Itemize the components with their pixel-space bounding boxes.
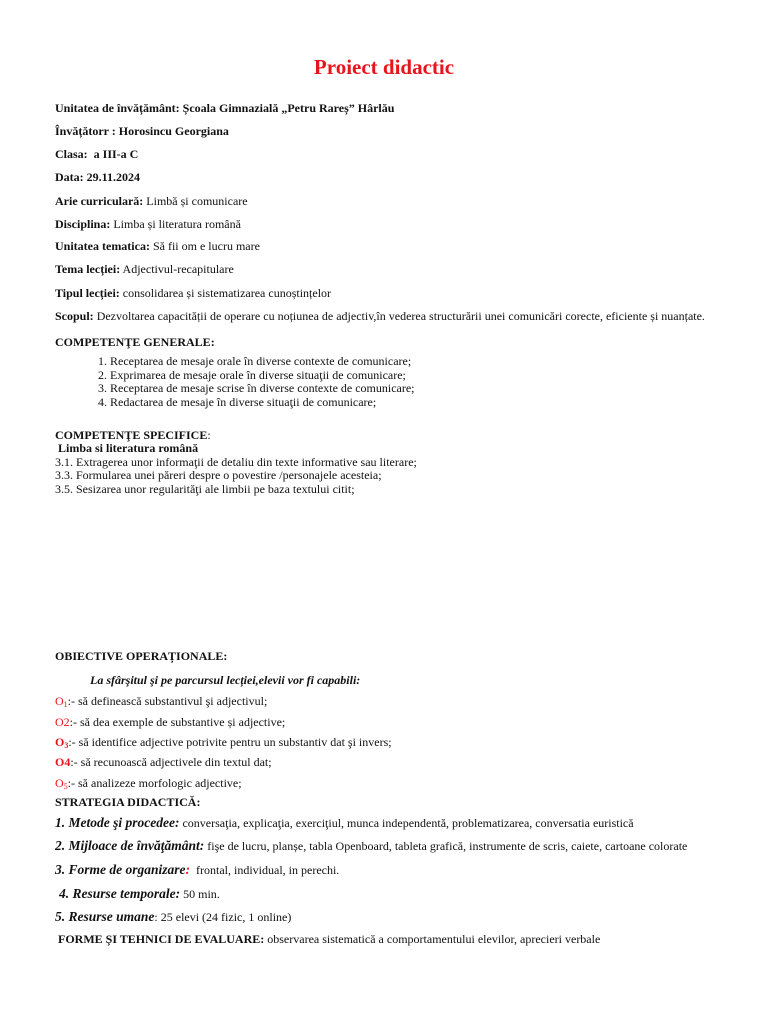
clasa-value: a III-a C — [93, 147, 139, 161]
evaluare-value: observarea sistematică a comportamentului elevilor, aprecieri verbale — [267, 932, 601, 946]
objective-code: O2 — [55, 715, 70, 729]
mijloace-label: 2. Mijloace de învăţământ: — [55, 838, 205, 853]
resurse-temporale-line — [59, 886, 220, 902]
strategia-heading: STRATEGIA DIDACTICĂ: — [55, 795, 201, 809]
mijloace-line — [55, 838, 687, 854]
metode-line — [55, 815, 634, 831]
unitate-line — [55, 101, 394, 116]
scopul-value: Dezvoltarea capacității de operare cu noțiunea de adjectiv,în vederea structurării unei comunicări corecte, eficiente și nuanțate. — [96, 309, 705, 323]
objective-item — [55, 735, 392, 750]
invatator-line — [55, 124, 229, 139]
data-label: Data: — [55, 170, 84, 184]
competente-generale-list — [98, 355, 415, 410]
objective-item — [55, 776, 242, 791]
disciplina-line — [55, 217, 241, 232]
disciplina-value: Limba și literatura română — [113, 217, 241, 231]
objective-text: :- să analizeze morfologic adjective; — [67, 776, 242, 790]
list-item: 3.1. Extragerea unor informaţii de detaliu din texte informative sau literare; — [55, 454, 417, 469]
list-item: 3. Receptarea de mesaje scrise în diverse contexte de comunicare; — [98, 381, 415, 396]
metode-value: conversaţia, explicaţia, exerciţiul, munca independentă, problematizarea, conversatia euristică — [182, 816, 634, 830]
unitate-tematica-line — [55, 239, 260, 254]
list-item: 3.5. Sesizarea unor regularităţi ale limbii pe baza textului citit; — [55, 481, 355, 496]
tipul-line — [55, 286, 331, 301]
scopul-line — [55, 309, 705, 324]
list-item: 4. Redactarea de mesaje în diverse situaţii de comunicare; — [98, 395, 377, 410]
tema-value: Adjectivul-recapitulare — [122, 262, 234, 276]
competente-specifice-subheading: Limba si literatura română — [58, 441, 199, 456]
tema-line — [55, 262, 234, 277]
list-item: 3.3. Formularea unei păreri despre o povestire /personajele acesteia; — [55, 468, 382, 483]
arie-value: Limbă și comunicare — [146, 194, 248, 208]
metode-label: 1. Metode şi procedee: — [55, 815, 180, 830]
list-item: 1. Receptarea de mesaje orale în diverse contexte de comunicare; — [98, 354, 412, 368]
tipul-label: Tipul lecției: — [55, 286, 120, 300]
forme-value: frontal, individual, in perechi. — [196, 863, 340, 877]
evaluare-label: FORME ȘI TEHNICI DE EVALUARE: — [58, 932, 265, 946]
objective-item — [55, 755, 272, 770]
competente-specifice-colon: : — [207, 428, 211, 442]
objective-code: O4 — [55, 755, 71, 769]
objective-code: $O_5$ — [55, 776, 68, 791]
objective-code: $O_1$ — [55, 694, 68, 709]
scopul-label: Scopul: — [55, 309, 94, 323]
evaluare-line — [58, 932, 600, 947]
clasa-label: Clasa: — [55, 147, 88, 161]
objective-text: :- să definească substantivul şi adjectivul; — [67, 694, 268, 708]
objective-text: :- să identifice adjective potrivite pentru un substantiv dat şi invers; — [68, 735, 392, 749]
data-value: 29.11.2024 — [86, 170, 141, 184]
resurse-umane-label: 5. Resurse umane — [55, 909, 155, 924]
arie-label: Arie curriculară: — [55, 194, 144, 208]
data-line — [55, 170, 140, 185]
objective-code: $O_3$ — [55, 735, 69, 750]
arie-line — [55, 194, 248, 209]
mijloace-value: fişe de lucru, planșe, tabla Openboard, tableta grafică, instrumente de scris, caiete, cartoane colorate — [207, 839, 688, 853]
page-title: Proiect didactic — [313, 55, 455, 79]
objective-item — [55, 694, 267, 709]
objective-text: :- să recunoască adjectivele din textul dat; — [70, 755, 272, 769]
unitate-tematica-value: Să fii om e lucru mare — [152, 239, 260, 253]
obiective-heading: OBIECTIVE OPERAȚIONALE: — [55, 649, 228, 663]
unitate-value: Școala Gimnazială „Petru Rareș” Hârlău — [182, 101, 395, 115]
clasa-line — [55, 147, 138, 162]
resurse-temporale-value: 50 min. — [183, 887, 220, 901]
forme-line — [55, 862, 339, 878]
list-item: 2. Exprimarea de mesaje orale în diverse situaţii de comunicare; — [98, 367, 406, 382]
invatator-value: Horosincu Georgiana — [118, 124, 229, 138]
objective-item — [55, 715, 285, 730]
obiective-intro: La sfârşitul şi pe parcursul lecției,elevii vor fi capabili: — [90, 673, 361, 687]
resurse-umane-line — [55, 909, 291, 925]
unitate-tematica-label: Unitatea tematica: — [55, 239, 150, 253]
forme-label: 3. Forme de organizare — [55, 862, 186, 877]
unitate-label: Unitatea de învățământ: — [55, 101, 180, 115]
objective-text: :- să dea exemple de substantive și adjective; — [69, 715, 286, 729]
disciplina-label: Disciplina: — [55, 217, 111, 231]
competente-specifice-block — [55, 429, 417, 496]
tipul-value: consolidarea și sistematizarea cunoștințelor — [122, 286, 332, 300]
resurse-temporale-label: 4. Resurse temporale: — [59, 886, 181, 901]
competente-generale-heading: COMPETENŢE GENERALE: — [55, 335, 215, 349]
resurse-umane-value: : 25 elevi (24 fizic, 1 online) — [154, 910, 292, 924]
tema-label: Tema lecției: — [55, 262, 121, 276]
competente-specifice-heading: COMPETENŢE SPECIFICE — [55, 428, 208, 442]
invatator-label: Învățătorr : — [55, 124, 116, 138]
forme-colon: : — [185, 862, 191, 877]
